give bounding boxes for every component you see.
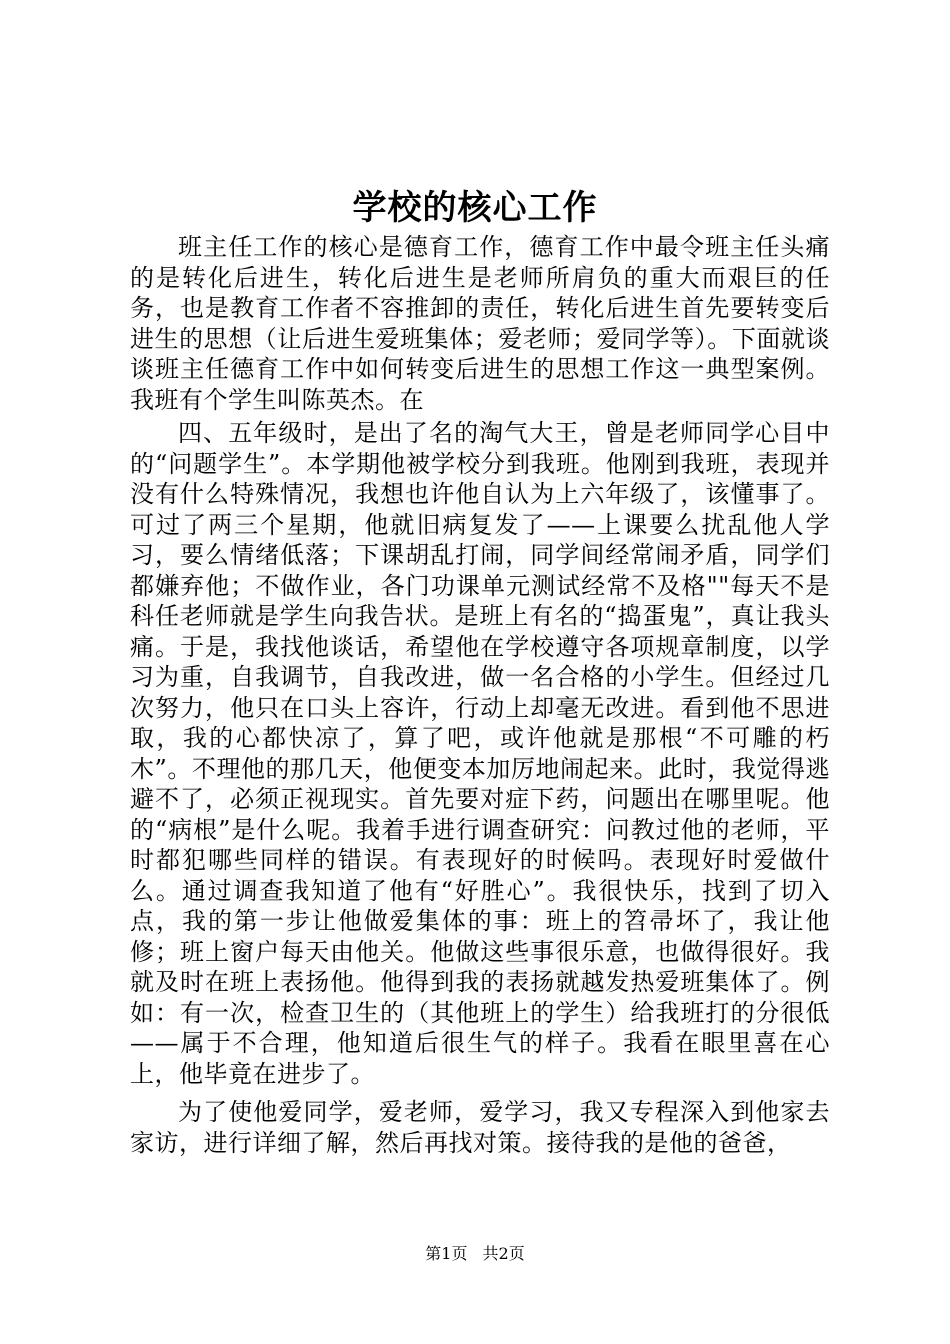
document-body [130,232,830,1158]
page-number: 第1页 [425,1244,468,1263]
paragraph-2: 四、五年级时，是出了名的淘气大王，曾是老师同学心目中的“问题学生”。本学期他被学校分到我班。他刚到我班，表现并没有什么特殊情况，我想也许他自认为上六年级了，该懂事了。可过了两三个星期，他就旧病复发了——上课要么扰乱他人学习，要么情绪低落；下课胡乱打闹，同学间经常闹矛盾，同学们都嫌弃他；不做作业，各门功课单元测试经常不及格""每天不是科任老师就是学生向我告状。是班上有名的“捣蛋鬼”，真让我头痛。于是，我找他谈话，希望他在学校遵守各项规章制度，以学习为重，自我调节，自我改进，做一名合格的小学生。但经过几次努力，他只在口头上容许，行动上却毫无改进。看到他不思进取，我的心都快凉了，算了吧，或许他就是那根“不可雕的朽木”。不理他的那几天，他便变本加厉地闹起来。此时，我觉得逃避不了，必须正视现实。首先要对症下药，问题出在哪里呢。他的“病根”是什么呢。我着手进行调查研究：问教过他的老师，平时都犯哪些同样的错误。有表现好的时候吗。表现好时爱做什么。通过调查我知道了他有“好胜心”。我很快乐，找到了切入点，我的第一步让他做爱集体的事：班上的笤帚坏了，我让他修；班上窗户每天由他关。他做这些事很乐意，也做得很好。我就及时在班上表扬他。他得到我的表扬就越发热爱班集体了。例如：有一次，检查卫生的（其他班上的学生）给我班打的分很低——属于不合理，他知道后很生气的样子。我看在眼里喜在心上，他毕竟在进步了。 [130,419,830,1088]
paragraph-3: 为了使他爱同学，爱老师，爱学习，我又专程深入到他家去家访，进行详细了解，然后再找对策。接待我的是他的爸爸， [130,1098,830,1157]
page-title: 学校的核心工作 [352,188,598,228]
paragraph-1: 班主任工作的核心是德育工作，德育工作中最令班主任头痛的是转化后进生，转化后进生是老师所肩负的重大而艰巨的任务，也是教育工作者不容推卸的责任，转化后进生首先要转变后进生的思想（让后进生爱班集体；爱老师；爱同学等）。下面就谈谈班主任德育工作中如何转变后进生的思想工作这一典型案例。我班有个学生叫陈英杰。在 [130,233,830,414]
page-total: 共2页 [482,1244,525,1263]
page-footer [0,1244,950,1264]
